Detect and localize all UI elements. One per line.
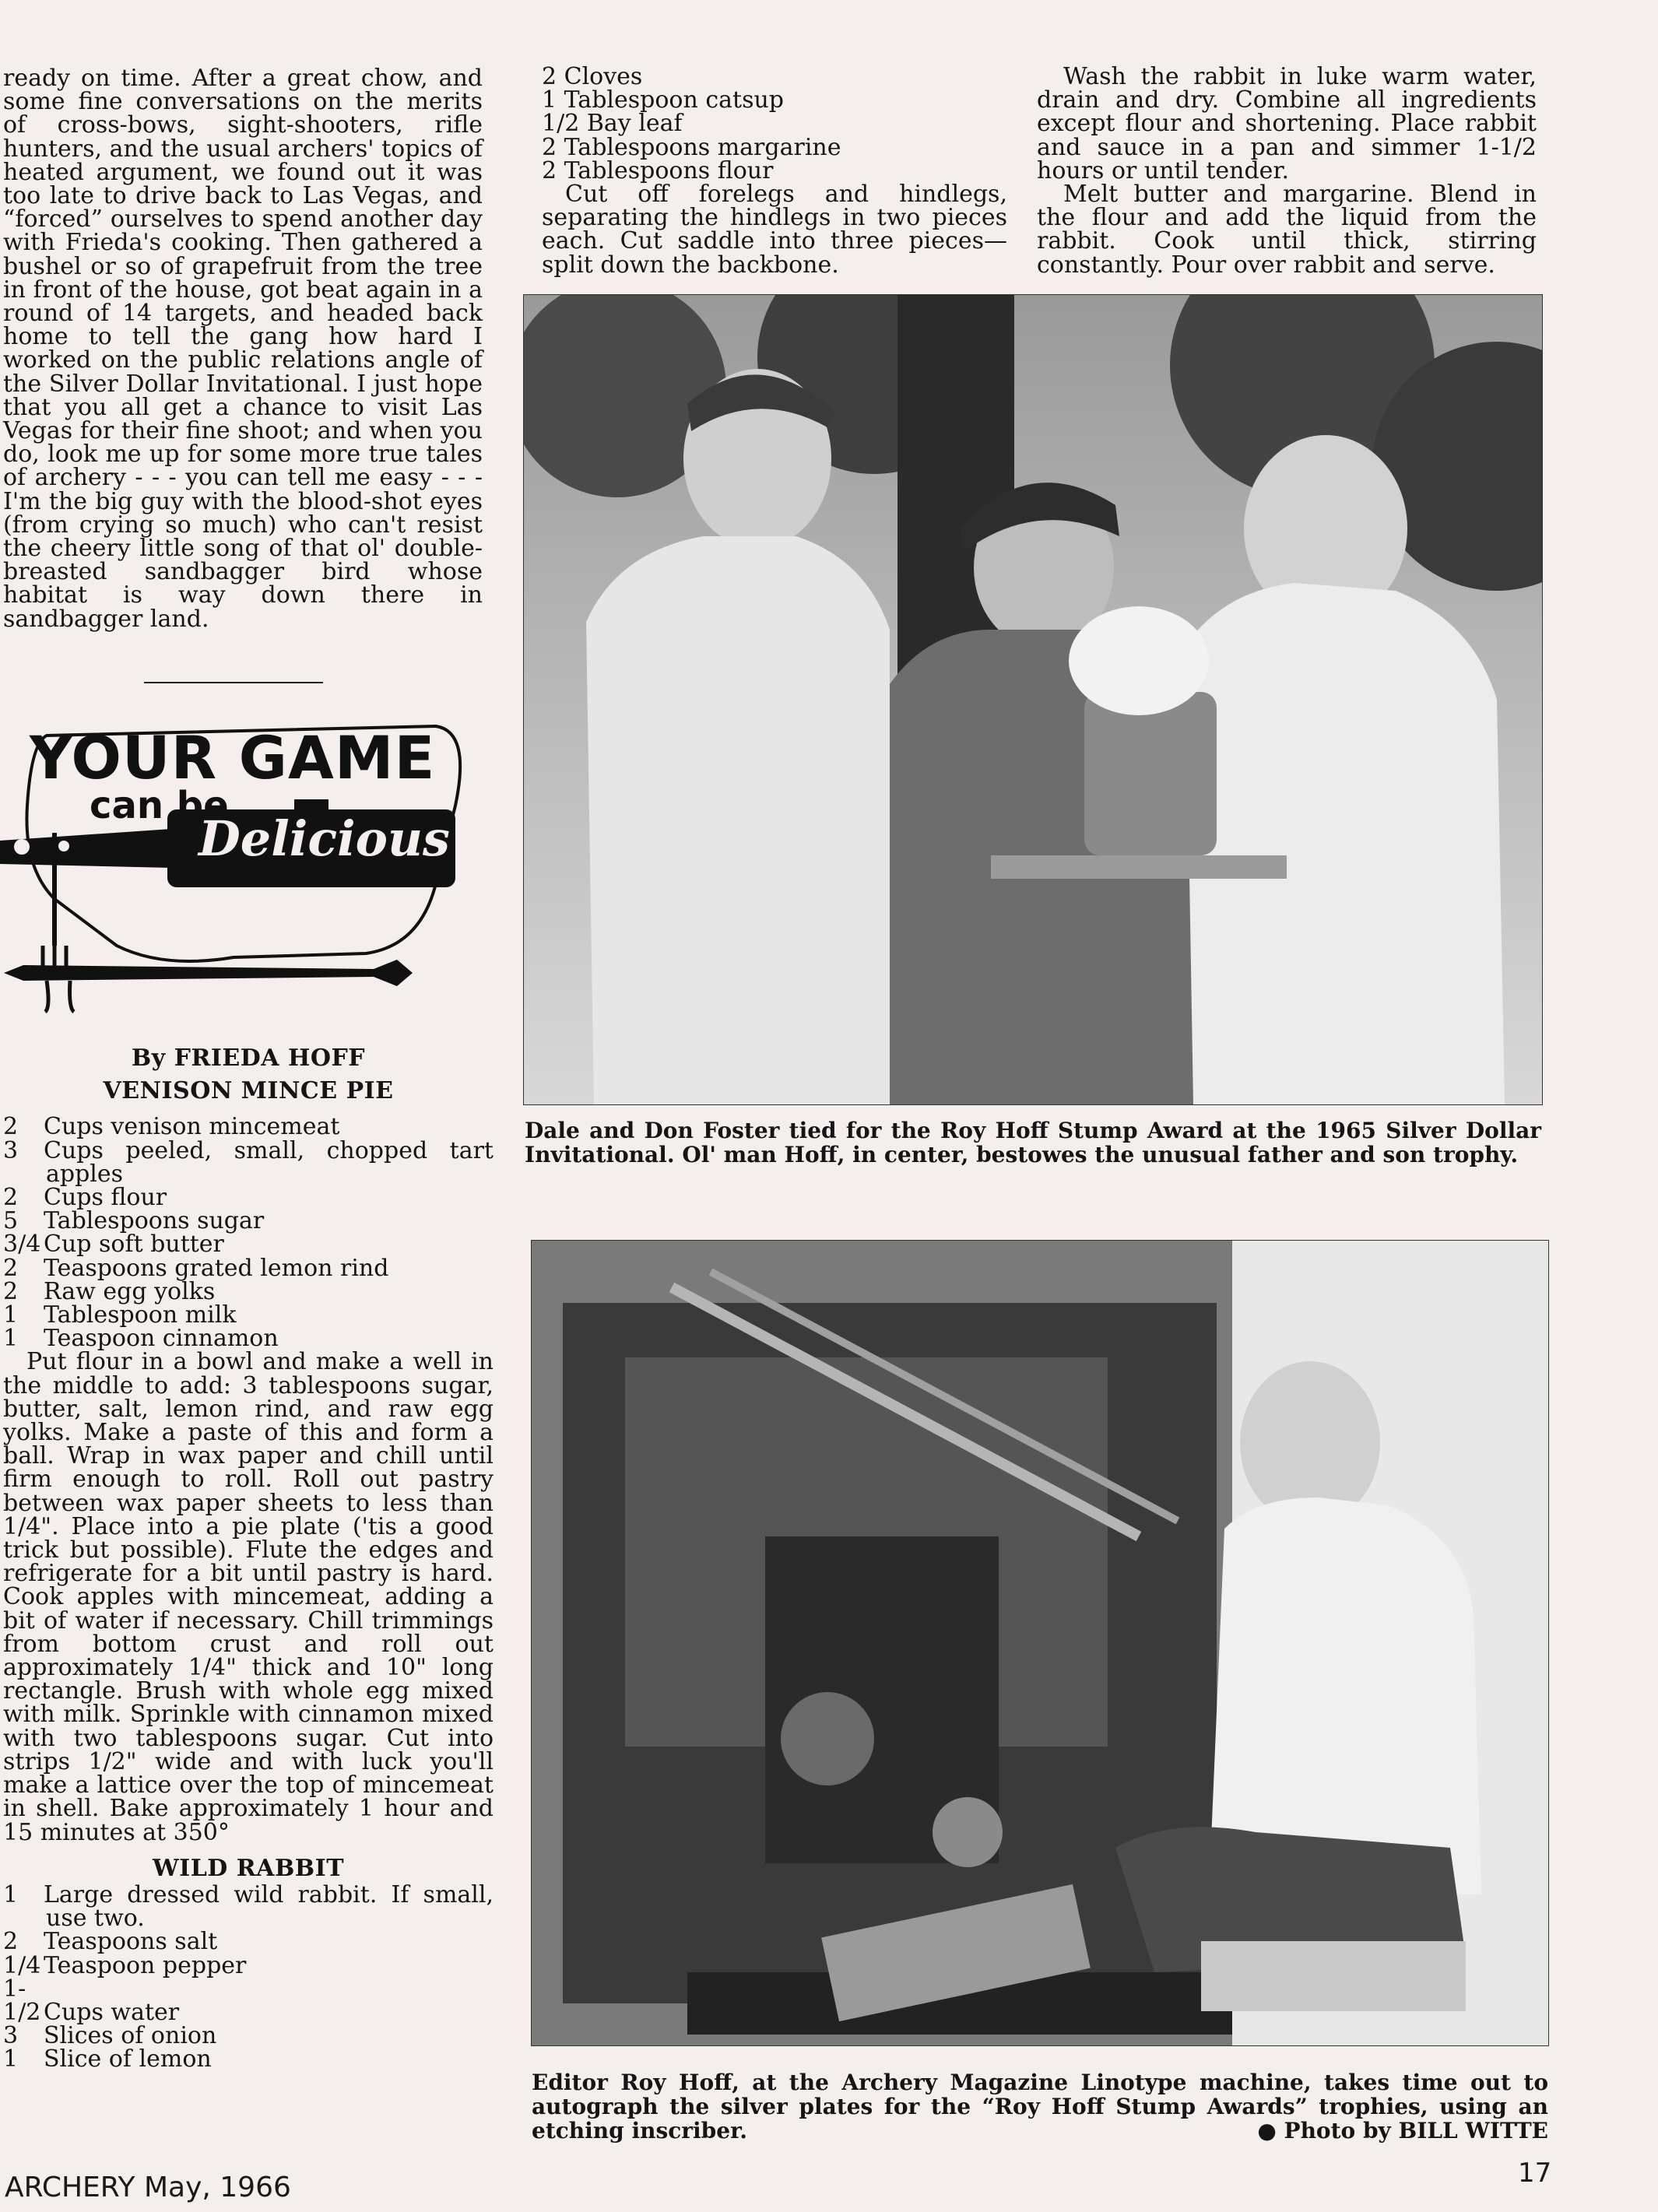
recipe-logo: [0, 712, 498, 1027]
column-1-top-text: [3, 67, 483, 631]
ingredient-item: 1/4 Teaspoon pepper: [3, 1951, 247, 1979]
rabbit-cooking-paragraph-2: Melt butter and margarine. Blend in the flour and add the liquid from the rabbit. Cook until thick, stirring constantly. Pour over rabbit and serve.: [1037, 181, 1537, 279]
trophy-photo-image: [524, 295, 1542, 1104]
ingredient-item: 3/4 Cup soft butter: [3, 1231, 224, 1259]
photo-caption-2: [532, 2070, 1548, 2143]
column-1-recipes: [3, 1047, 494, 2072]
footer-magazine: ARCHERY: [5, 2172, 135, 2203]
ingredient-item: 2 Cups flour: [3, 1184, 167, 1212]
ingredient-item: 3 Slices of onion: [3, 2022, 217, 2050]
ingredient-item: 3 Cups peeled, small, chopped tart apples: [3, 1136, 494, 1188]
photo-caption-1: Dale and Don Foster tied for the Roy Hoff Stump Award at the 1965 Silver Dollar Invitational. Ol' man Hoff, in center, bestowes the unusual father and son trophy.: [525, 1118, 1541, 1167]
divider: [144, 682, 323, 683]
venison-ingredients: [3, 1113, 494, 1353]
ingredient-item: 1 Large dressed wild rabbit. If small, use two.: [3, 1880, 494, 1933]
rabbit-ingredient-line: 2 Tablespoons margarine: [542, 133, 841, 161]
column-2-top-text: [542, 65, 1007, 277]
rabbit-title: WILD RABBIT: [152, 1854, 345, 1882]
ingredient-item: 1 Slice of lemon: [3, 2045, 212, 2073]
footer-magazine-issue: [5, 2172, 291, 2203]
venison-directions: Put flour in a bowl and make a well in the middle to add: 3 tablespoons sugar, butter, salt, lemon rind, and raw egg yolks. Make a paste of this and form a ball. Wrap in wax paper and chill until firm enough to roll. Roll out pastry between wax paper sheets to less than 1/4". Place into a pie plate ('tis a good trick but possible). Flute the edges and refrigerate for a bit until pastry is hard. Cook apples with mincemeat, adding a bit of water if necessary. Chill trimmings from bottom crust and roll out approximately 1/4" thick and 10" long rectangle. Brush with whole egg mixed with milk. Sprinkle with cinnamon mixed with two tablespoons sugar. Cut into strips 1/2" wide and with luck you'll make a lattice over the top of mincemeat in shell. Bake approximately 1 hour and 15 minutes at 350°: [3, 1348, 494, 1846]
photo-trophy-award: [523, 294, 1543, 1105]
ingredient-item: 2 Teaspoons grated lemon rind: [3, 1254, 389, 1282]
photo-caption-2-text: Editor Roy Hoff, at the Archery Magazine Linotype machine, takes time out to autograph the silver plates for the “Roy Hoff Stump Awards” trophies, using an etching inscriber.: [532, 2070, 1548, 2144]
rabbit-ingredient-line: 2 Cloves: [542, 63, 643, 90]
rabbit-ingredients: [3, 1880, 494, 2073]
footer-issue: May, 1966: [143, 2172, 291, 2203]
article-continuation: ready on time. After a great chow, and some fine conversations on the merits of cross-bows, sight-shooters, rifle hunters, and the usual archers' topics of heated argument, we found out it was too late to drive back to Las Vegas, and “forced” ourselves to spend another day with Frieda's cooking. Then gathered a bushel or so of grapefruit from the tree in front of the house, got beat again in a round of 14 targets, and headed back home to tell the gang how hard I worked on the public relations angle of the Silver Dollar Invitational. I just hope that you all get a chance to visit Las Vegas for their fine shoot; and when you do, look me up for some more true tales of archery - - - you can tell me easy - - - I'm the big guy with the blood-shot eyes (from crying so much) who can't resist the cheery little song of that ol' double-breasted sandbagger bird whose habitat is way down there in sandbagger land.: [3, 65, 483, 633]
logo-delicious: Delicious: [198, 810, 450, 867]
ingredient-item: 2 Cups venison mincemeat: [3, 1113, 340, 1141]
page-number: 17: [1518, 2158, 1552, 2189]
rabbit-cutting-directions: Cut off forelegs and hindlegs, separating the hindlegs in two pieces each. Cut saddle into three pieces—split down the backbone.: [542, 181, 1007, 279]
ingredient-item: 5 Tablespoons sugar: [3, 1207, 265, 1235]
linotype-photo-image: [532, 1241, 1548, 2045]
logo-your-game: YOUR GAME: [30, 723, 436, 792]
rabbit-ingredient-line: 1 Tablespoon catsup: [542, 86, 784, 114]
ingredient-item: 1-1/2 Cups water: [3, 1975, 180, 2026]
byline: By FRIEDA HOFF: [131, 1045, 366, 1072]
ingredient-item: 1 Tablespoon milk: [3, 1301, 237, 1329]
photo-credit: ● Photo by BILL WITTE: [1257, 2118, 1548, 2144]
rabbit-cooking-paragraph-1: Wash the rabbit in luke warm water, drain and dry. Combine all ingredients except flour and shortening. Place rabbit and sauce in a pan and simmer 1-1/2 hours or until tender.: [1037, 63, 1537, 184]
logo-can-be: can be: [90, 784, 229, 827]
rabbit-ingredient-line: 1/2 Bay leaf: [542, 110, 683, 138]
venison-title: VENISON MINCE PIE: [103, 1077, 394, 1105]
ingredient-item: 2 Teaspoons salt: [3, 1928, 218, 1956]
rabbit-ingredient-line: 2 Tablespoons flour: [542, 156, 774, 184]
column-3-top-text: [1037, 65, 1537, 277]
ingredient-item: 1 Teaspoon cinnamon: [3, 1325, 279, 1353]
ingredient-item: 2 Raw egg yolks: [3, 1277, 216, 1305]
photo-linotype: [531, 1240, 1549, 2046]
